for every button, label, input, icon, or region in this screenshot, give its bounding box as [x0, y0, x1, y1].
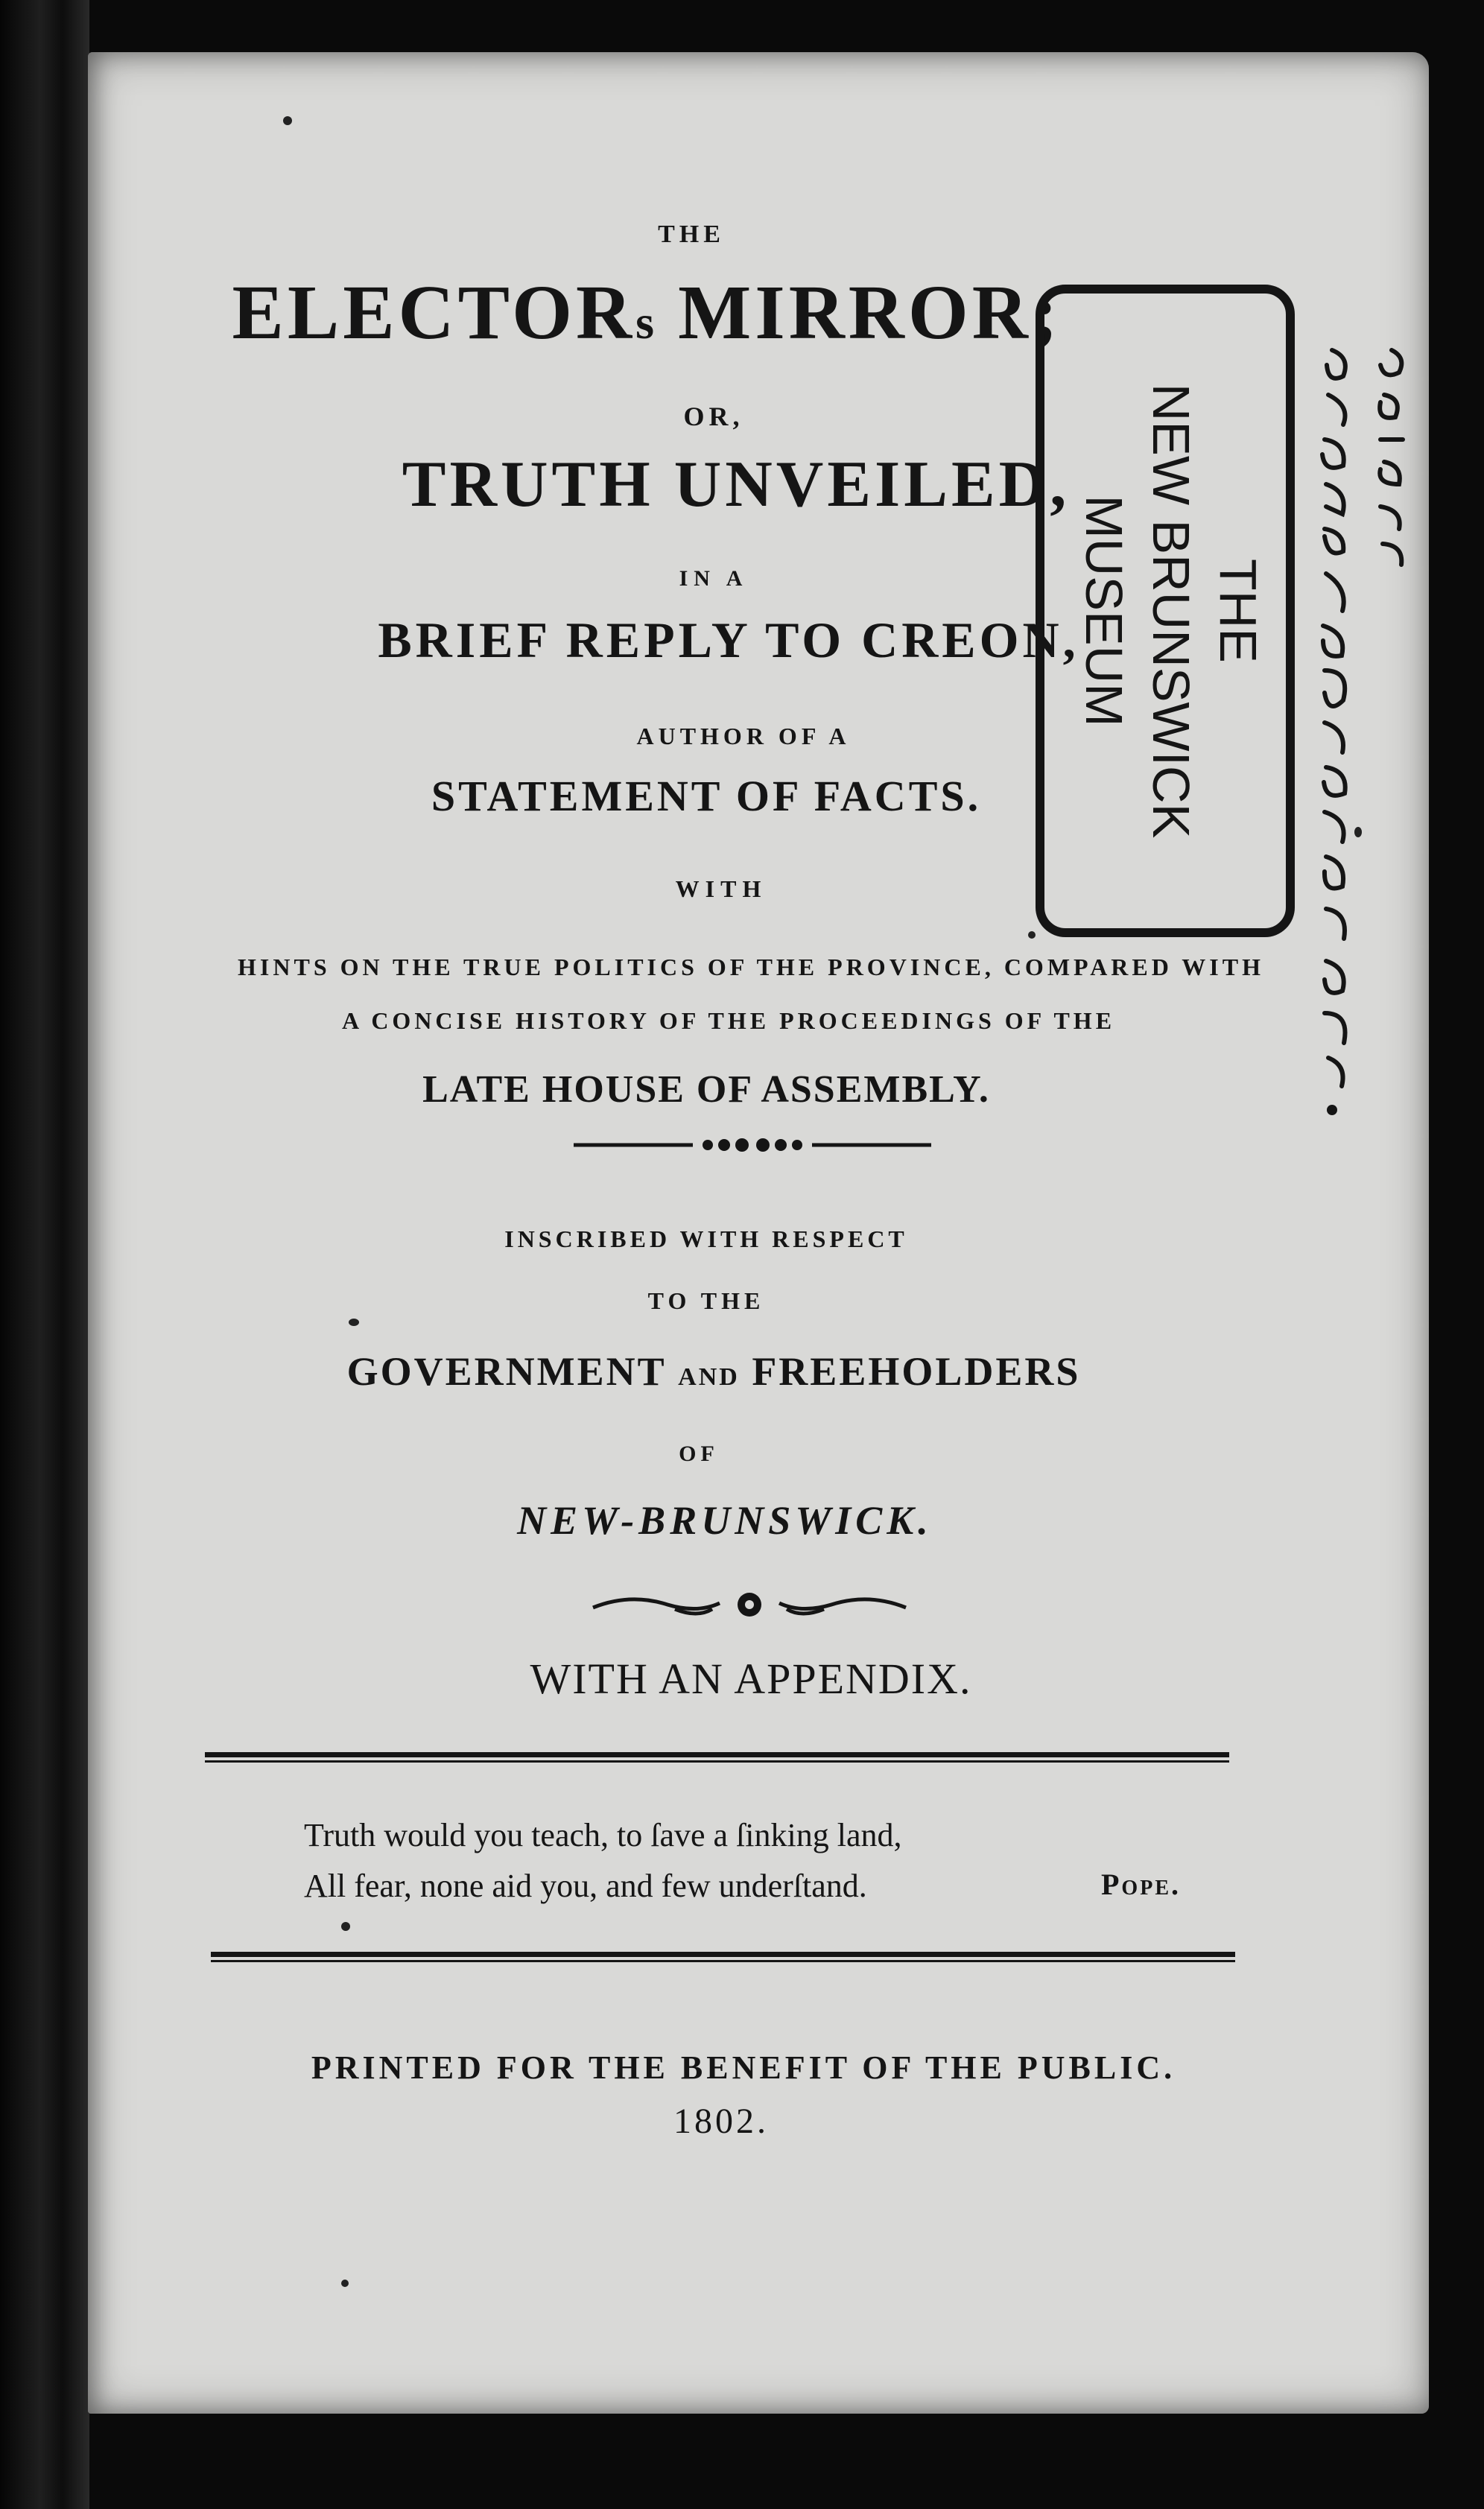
double-rule-top	[205, 1751, 1229, 1766]
government-word: GOVERNMENT	[346, 1349, 666, 1394]
hints-line-1: HINTS ON THE TRUE POLITICS OF THE PROVINCE, COMPARED WITH	[238, 954, 1264, 980]
title-or: OR,	[683, 402, 744, 431]
and-word: AND	[678, 1363, 740, 1391]
main-title-small: s	[635, 296, 656, 349]
of-line: OF	[679, 1441, 719, 1466]
reply-line: BRIEF REPLY TO CREON,	[378, 612, 1079, 668]
subtitle: TRUTH UNVEILED,	[402, 448, 1071, 521]
freeholders-word: FREEHOLDERS	[752, 1349, 1081, 1394]
hints-line-2: A CONCISE HISTORY OF THE PROCEEDINGS OF THE	[341, 1007, 1116, 1034]
government-line	[88, 1348, 1384, 1395]
inscribed-line: INSCRIBED WITH RESPECT	[504, 1225, 908, 1252]
main-title-part1: ELECTOR	[232, 270, 636, 355]
appendix-line: WITH AN APPENDIX.	[530, 1655, 972, 1703]
epigraph-line-2: All fear, none aid you, and few underſtand.	[304, 1868, 867, 1904]
handwritten-margin-note	[1310, 335, 1421, 1155]
stamp-line-1: THE	[1209, 559, 1267, 663]
ink-speck	[349, 1319, 359, 1326]
fleuron-ornament	[586, 1587, 913, 1624]
new-brunswick-line: NEW-BRUNSWICK.	[517, 1498, 933, 1543]
epigraph-attribution: Pope.	[1101, 1868, 1181, 1901]
epigraph-line-1: Truth would you teach, to ſave a ſinking land,	[304, 1817, 902, 1853]
in-a-line: IN A	[679, 566, 749, 591]
with-line: WITH	[675, 875, 767, 902]
title-page	[88, 52, 1429, 2414]
title-the: THE	[658, 221, 725, 248]
ink-speck	[341, 1922, 350, 1931]
double-rule-bottom	[211, 1950, 1235, 1965]
statement-line: STATEMENT OF FACTS.	[431, 772, 982, 820]
ink-speck	[341, 2280, 349, 2287]
to-the-line: TO THE	[647, 1287, 765, 1314]
stamp-line-3: MUSEUM	[1075, 495, 1133, 727]
main-title-punct: ;	[1031, 270, 1062, 355]
ink-speck	[283, 116, 292, 125]
museum-stamp	[1034, 283, 1296, 939]
ornament-rule	[574, 1134, 931, 1156]
year-line: 1802.	[673, 2102, 769, 2141]
stamp-line-2: NEW BRUNSWICK	[1142, 383, 1200, 839]
main-title-part2: MIRROR	[678, 270, 1032, 355]
imprint-line: PRINTED FOR THE BENEFIT OF THE PUBLIC.	[311, 2049, 1176, 2086]
binding-edge	[0, 0, 89, 2509]
author-line: AUTHOR OF A	[636, 723, 851, 749]
late-house-line: LATE HOUSE OF ASSEMBLY.	[422, 1068, 990, 1111]
